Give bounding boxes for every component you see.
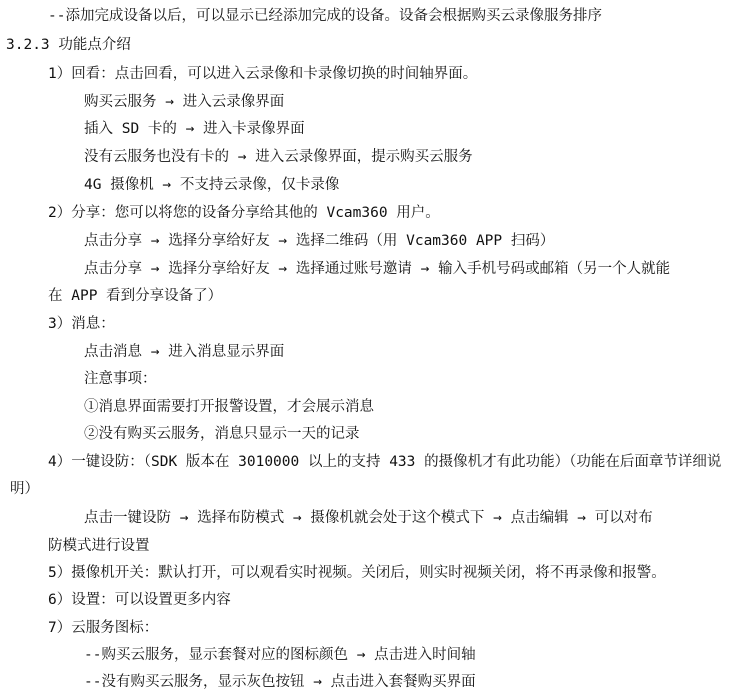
playback-4g-line: 4G 摄像机 → 不支持云录像，仅卡录像 [84, 177, 340, 193]
cloud-icon-unpurchased-line: --没有购买云服务，显示灰色按钮 → 点击进入套餐购买界面 [84, 674, 476, 690]
message-notes-label: 注意事项： [84, 371, 157, 387]
share-account-line-cont: 在 APP 看到分享设备了） [48, 288, 223, 304]
share-account-line: 点击分享 → 选择分享给好友 → 选择通过账号邀请 → 输入手机号码或邮箱（另一个人就能 [84, 261, 671, 277]
message-note-1: ①消息界面需要打开报警设置，才会展示消息 [84, 399, 374, 415]
playback-sdcard-line: 插入 SD 卡的 → 进入卡录像界面 [84, 121, 305, 137]
playback-none-line: 没有云服务也没有卡的 → 进入云录像界面，提示购买云服务 [84, 149, 473, 165]
item-camera-switch: 5）摄像机开关：默认打开，可以观看实时视频。关闭后，则实时视频关闭，将不再录像和报警。 [48, 565, 666, 581]
message-enter-line: 点击消息 → 进入消息显示界面 [84, 344, 285, 360]
arm-steps-line-cont: 防模式进行设置 [48, 538, 150, 554]
item-arm-heading-cont: 明） [10, 481, 39, 497]
item-settings: 6）设置：可以设置更多内容 [48, 592, 231, 608]
item-share-heading: 2）分享：您可以将您的设备分享给其他的 Vcam360 用户。 [48, 205, 440, 221]
playback-cloud-line: 购买云服务 → 进入云录像界面 [84, 94, 285, 110]
item-playback-heading: 1）回看：点击回看，可以进入云录像和卡录像切换的时间轴界面。 [48, 66, 478, 82]
intro-note-line: --添加完成设备以后，可以显示已经添加完成的设备。设备会根据购买云录像服务排序 [48, 8, 602, 24]
cloud-icon-purchased-line: --购买云服务，显示套餐对应的图标颜色 → 点击进入时间轴 [84, 647, 476, 663]
section-heading: 3.2.3 功能点介绍 [6, 37, 131, 53]
item-cloud-icon-heading: 7）云服务图标： [48, 620, 159, 636]
share-qrcode-line: 点击分享 → 选择分享给好友 → 选择二维码（用 Vcam360 APP 扫码） [84, 233, 555, 249]
arm-steps-line: 点击一键设防 → 选择布防模式 → 摄像机就会处于这个模式下 → 点击编辑 → 可以对布 [84, 510, 653, 526]
item-arm-heading: 4）一键设防：（SDK 版本在 3010000 以上的支持 433 的摄像机才有此功能）（功能在后面章节详细说 [48, 454, 722, 470]
message-note-2: ②没有购买云服务，消息只显示一天的记录 [84, 426, 360, 442]
item-message-heading: 3）消息： [48, 316, 115, 332]
